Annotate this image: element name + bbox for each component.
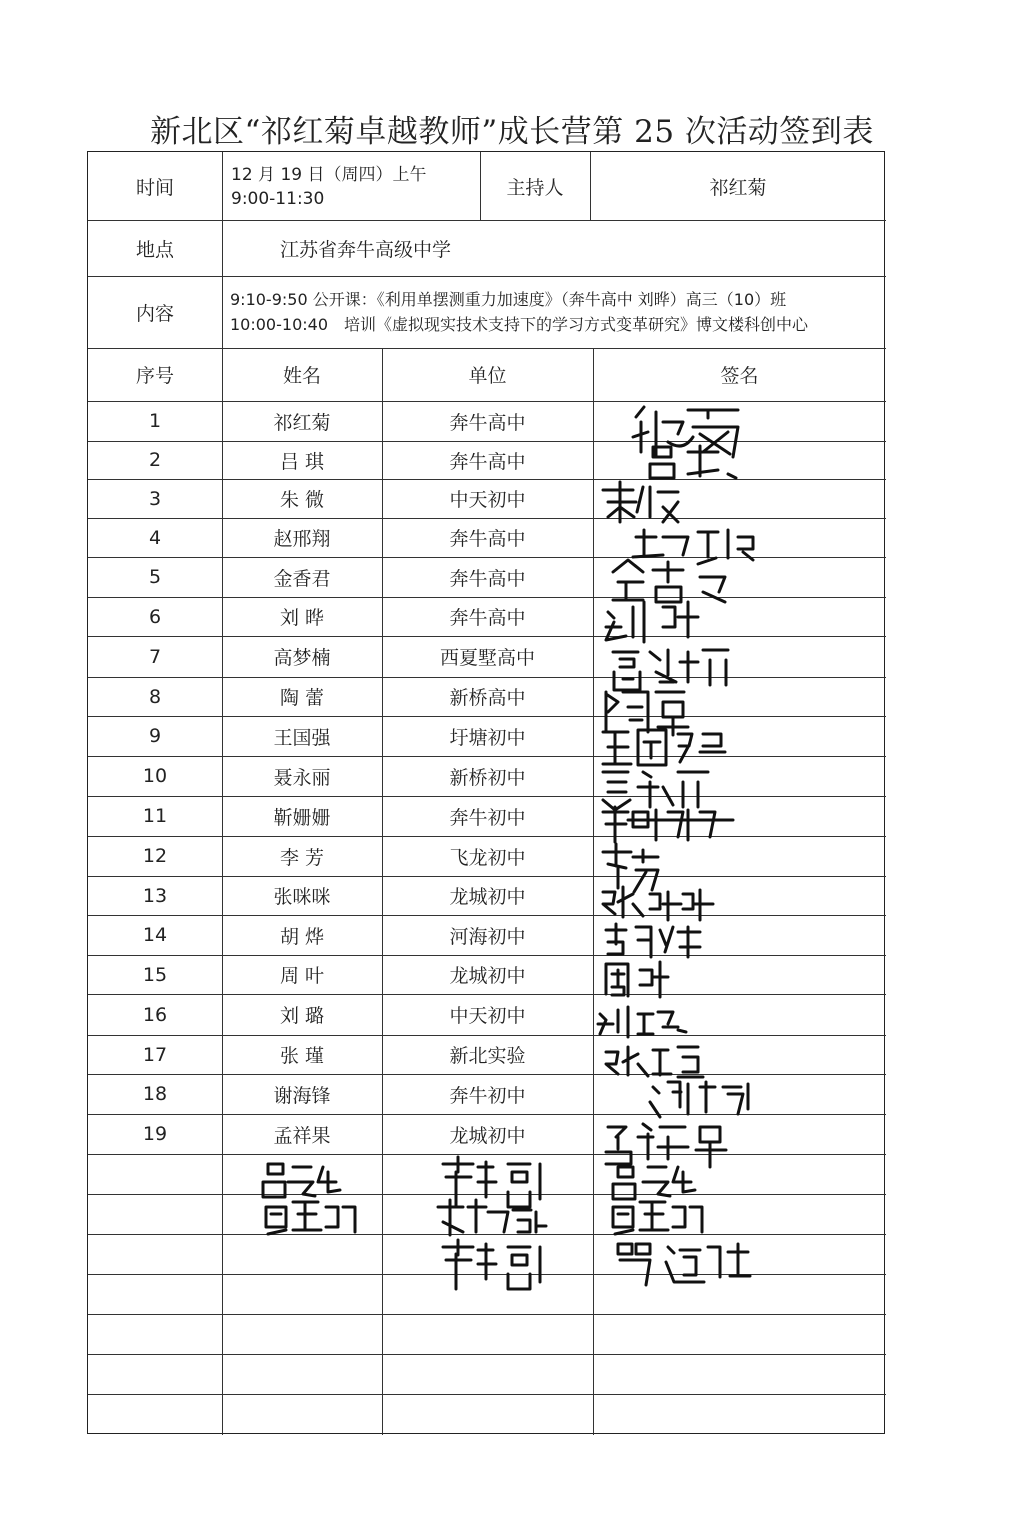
header-signature: 签名 [720,365,759,387]
row-number: 12 [142,845,168,867]
row-name: 祁红菊 [273,411,331,434]
row-unit: 奔牛高中 [449,607,526,629]
host-label: 主持人 [506,176,564,199]
signature-scribble [613,1167,695,1199]
signature-scribble [603,482,678,522]
signature-scribble [633,407,738,457]
content-line-1: 9:10-9:50 公开课：《利用单摆测重力加速度》（奔牛高中 刘晔）高三（10）班 [230,290,787,309]
place-value: 江苏省奔牛高级中学 [280,238,452,261]
signature-scribble [633,530,753,560]
signature-scribble [443,1240,540,1289]
row-number: 10 [142,765,168,787]
row-name: 陶 蕾 [279,687,325,709]
row-number: 16 [142,1003,168,1026]
row-unit: 新桥初中 [449,766,526,789]
time-value-hours: 9:00-11:30 [231,189,325,209]
row-name: 金香君 [273,567,331,590]
row-name: 高梦楠 [273,647,331,669]
row-number: 18 [142,1083,168,1105]
place-label: 地点 [135,238,174,261]
row-name: 张 瑾 [279,1045,325,1067]
row-unit: 龙城初中 [449,1124,526,1147]
row-name: 谢海锋 [273,1084,331,1107]
row-name: 聂永丽 [273,766,331,789]
row-number: 7 [148,645,162,668]
signature-scribble [603,844,658,892]
signature-scribble [606,924,700,957]
time-label: 时间 [135,176,174,199]
sheet-title: 新北区“祁红菊卓越教师”成长营第 25 次活动签到表 [150,114,874,150]
signature-scribble [606,1124,726,1167]
row-unit: 圩塘初中 [449,726,526,749]
signature-scribble [613,650,728,690]
row-name: 胡 烨 [279,925,325,948]
row-number: 9 [148,725,162,747]
row-name: 刘 晔 [279,607,325,629]
row-unit: 奔牛高中 [449,567,526,590]
row-unit: 奔牛初中 [449,806,526,829]
signature-scribble [603,772,708,810]
row-unit: 奔牛高中 [449,528,526,550]
row-name: 孟祥果 [273,1124,331,1147]
row-number: 3 [148,487,162,510]
signature-scribble [266,1202,355,1234]
row-number: 14 [142,924,168,946]
row-name: 靳姗姗 [273,806,331,829]
host-value: 祁红菊 [709,176,767,199]
row-number: 6 [148,605,162,628]
row-name: 赵邢翔 [273,528,331,550]
row-unit: 中天初中 [449,489,526,511]
signature-scribble [603,807,733,842]
row-number: 1 [148,410,162,432]
header-name: 姓名 [282,365,321,387]
row-unit: 中天初中 [449,1005,526,1027]
signature-scribble [618,1244,750,1285]
row-number: 5 [148,566,162,588]
signature-scribble [603,887,713,920]
row-unit: 飞龙初中 [449,846,526,869]
signature-scribble [606,1047,703,1077]
row-unit: 龙城初中 [449,965,526,987]
row-unit: 新桥高中 [449,687,526,709]
signature-scribble [613,1202,702,1234]
header-unit: 单位 [468,365,507,387]
signature-scribble [263,1164,340,1197]
row-name: 李 芳 [279,846,325,869]
signature-scribble [613,558,725,602]
signature-scribble [606,962,668,997]
time-value-date: 12 月 19 日（周四）上午 [231,165,427,185]
row-number: 11 [142,805,168,827]
row-unit: 奔牛高中 [449,411,526,434]
content-line-2: 10:00-10:40 培训《虚拟现实技术支持下的学习方式变革研究》博文楼科创中心 [230,315,808,334]
row-number: 13 [142,884,168,907]
row-name: 王国强 [273,726,331,749]
row-name: 刘 璐 [279,1005,325,1027]
row-number: 15 [142,963,168,986]
row-unit: 西夏墅高中 [439,647,535,669]
row-name: 周 叶 [279,965,325,987]
content-label: 内容 [135,302,174,325]
row-unit: 河海初中 [449,925,526,948]
signature-scribble [603,730,725,765]
signature-scribble [606,602,698,642]
signature-scribble [598,1007,686,1037]
row-name: 吕 琪 [279,450,325,473]
row-unit: 奔牛初中 [449,1084,526,1107]
row-number: 17 [142,1043,168,1066]
row-name: 张咪咪 [273,886,331,908]
row-number: 19 [142,1123,168,1145]
row-unit: 新北实验 [449,1045,526,1067]
row-number: 4 [148,526,162,549]
header-no: 序号 [135,365,174,387]
row-unit: 奔牛高中 [449,450,526,473]
signature-scribble [650,1082,748,1117]
signature-scribble [443,1157,540,1207]
row-name: 朱 微 [279,489,325,511]
handwritten-signatures [88,152,886,1435]
row-number: 2 [148,449,162,471]
row-number: 8 [148,685,162,708]
row-unit: 龙城初中 [449,886,526,908]
sign-in-sheet [87,151,885,1434]
